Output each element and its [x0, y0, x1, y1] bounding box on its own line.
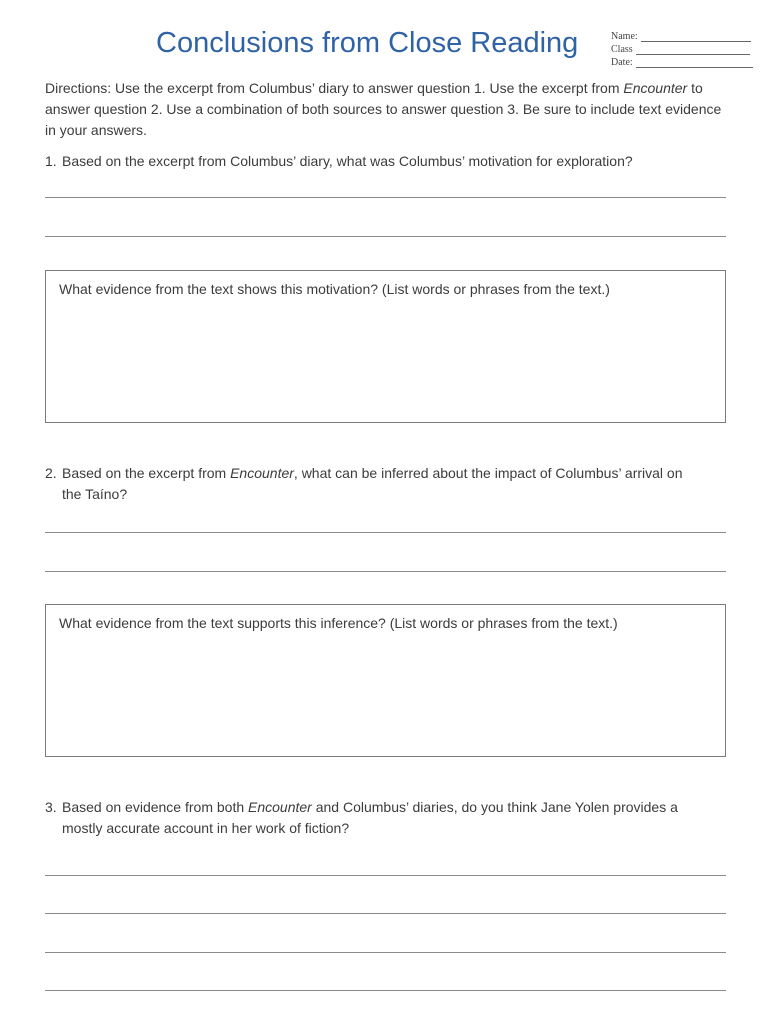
- name-label: Name:: [611, 31, 638, 42]
- answer-line[interactable]: [45, 197, 726, 198]
- question-1-number: 1.: [45, 153, 57, 169]
- answer-line[interactable]: [45, 990, 726, 991]
- question-2: [45, 463, 725, 505]
- evidence-box-1-prompt: What evidence from the text shows this motivation? (List words or phrases from the text.): [59, 281, 610, 297]
- question-3-text-b: and Columbus’ diaries, do you think Jane Yolen provides a: [311, 799, 678, 815]
- answer-line[interactable]: [45, 571, 726, 572]
- evidence-box-2-prompt: What evidence from the text supports this inference? (List words or phrases from the text.): [59, 615, 618, 631]
- answer-line[interactable]: [45, 952, 726, 953]
- class-field[interactable]: [636, 45, 750, 55]
- date-label: Date:: [611, 57, 633, 68]
- question-3-source-title: Encounter: [248, 799, 312, 815]
- name-field[interactable]: [641, 32, 751, 42]
- directions-text-2: to answer question 2. Use a combination of both sources to answer question 3. Be sure to include text evidence in your answers.: [45, 80, 722, 138]
- class-row: [611, 42, 753, 55]
- question-2-source-title: Encounter: [230, 465, 294, 481]
- answer-line[interactable]: [45, 532, 726, 533]
- date-field[interactable]: [636, 58, 753, 68]
- question-1: [45, 151, 725, 172]
- question-2-text-a: Based on the excerpt from: [62, 465, 231, 481]
- directions-text-1: Directions: Use the excerpt from Columbus’ diary to answer question 1. Use the excerpt from: [45, 80, 624, 96]
- answer-line[interactable]: [45, 875, 726, 876]
- question-3: [45, 797, 725, 839]
- evidence-box-2[interactable]: [45, 604, 726, 757]
- question-3-text-a: Based on evidence from both: [62, 799, 249, 815]
- student-info: [611, 29, 753, 68]
- class-label: Class: [611, 44, 633, 55]
- question-2-text-b: , what can be inferred about the impact of Columbus’ arrival on: [293, 465, 683, 481]
- answer-line[interactable]: [45, 913, 726, 914]
- directions-source-title: Encounter: [623, 80, 688, 96]
- page-title: Conclusions from Close Reading: [156, 27, 579, 59]
- name-row: [611, 29, 753, 42]
- question-3-text-c: mostly accurate account in her work of fiction?: [62, 820, 350, 836]
- date-row: [611, 55, 753, 68]
- question-2-number: 2.: [45, 465, 57, 481]
- answer-line[interactable]: [45, 236, 726, 237]
- question-3-number: 3.: [45, 799, 57, 815]
- question-2-text-c: the Taíno?: [62, 486, 128, 502]
- question-1-text: Based on the excerpt from Columbus’ diary, what was Columbus’ motivation for exploration?: [62, 153, 633, 169]
- directions: [45, 78, 735, 141]
- evidence-box-1[interactable]: [45, 270, 726, 423]
